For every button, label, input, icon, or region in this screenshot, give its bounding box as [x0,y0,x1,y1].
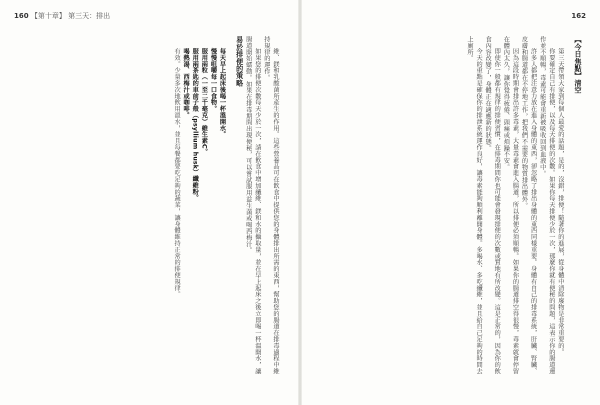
left-page-number: 160 [14,12,29,20]
body-paragraph: 今天的重點是確保你的排泄系統運作良好，讓毒素能夠順利離開身體。多喝水、多吃纖維，並且給自己足夠的時間去上廁所。 [465,36,483,375]
left-section-label: 第三天：排出 [68,12,111,20]
right-page-body [316,36,582,375]
body-paragraph: 有效。少量多次地飲用溫水，並且每餐都要吃足夠的蔬菜，讓身體維持正常的排便規律。 [173,48,181,298]
tip-item: 服用兩茶匙的車前子殼（psyllium husk）纖維粉。 [191,48,199,202]
body-paragraph: 即使你一般都有規律的排便習慣，在排毒期間你也可能會發現排便的次數或質地有所改變。這是正常的，因為你的飲食內容改變了，身體正在適應新的狀態。 [484,36,501,375]
left-chapter-label: 【第十章】 [30,12,66,20]
body-paragraph: 因為這段時期會排出許多毒素，大量毒素會進入腸道，所以排便必須順暢。如果你的腸道排空得很慢，毒素就會停留在體內太久，讓你覺得疲倦、頭痛或煩躁不安。 [502,36,519,375]
body-paragraph: 許多人都把注意力放在進入身體的東西，卻忽略了排出身體的東西同樣重要。身體有自己的排毒系統，肝臟、腎臟、皮膚和腸道都在不停地工作，把我們不需要的物質排出體外。 [520,36,537,375]
body-paragraph: 如果您的排便次數每天少於一次，請在飲食中增加纖維、鎂和水的攝取量，並在早上起床之後立即喝一杯溫開水，讓腸道開始蠕動。如果在排毒期間出現便秘，可以嘗試服用益生菌或喝西梅汁。 [244,36,261,375]
tip-item: 慢慢咀嚼每一口食物。 [209,48,217,113]
right-page [300,0,600,405]
left-page-header [14,12,110,21]
focus-heading: 【今日焦點】清空 [574,36,582,94]
right-page-header [571,12,586,21]
tip-item: 每天早上起床後喝一杯溫開水。 [218,48,226,138]
body-paragraph: 維、鎂和乳酸菌所產生的作用。這些營養品可在飲食中提供您的身體排出所需的東西，幫助您的腸道在排毒過程中維持規律的運作。 [262,36,279,375]
tip-item: 服用兩粒（一至二千毫克）維生素C。 [200,48,208,156]
body-paragraph: 第三天帶領大家到每個人最愛的話題，是的，沒錯，排便！隨著你的進展，從身體中清除廢物是非常重要的。 [556,48,564,356]
tip-item: 喝熱湯、西梅汁或咖啡。 [182,48,190,119]
right-page-number: 162 [571,12,586,20]
section-heading: 易於排便的策略 [235,36,244,87]
left-page-body [20,36,280,375]
body-paragraph: 你要確定自己有排便，以及每天排便的次數。如果你每天排便少於一次，那麼你就有便秘的問題，這表示你的腸道運作並不順暢，毒素可能會重新被吸收回到血液中。 [538,36,555,375]
